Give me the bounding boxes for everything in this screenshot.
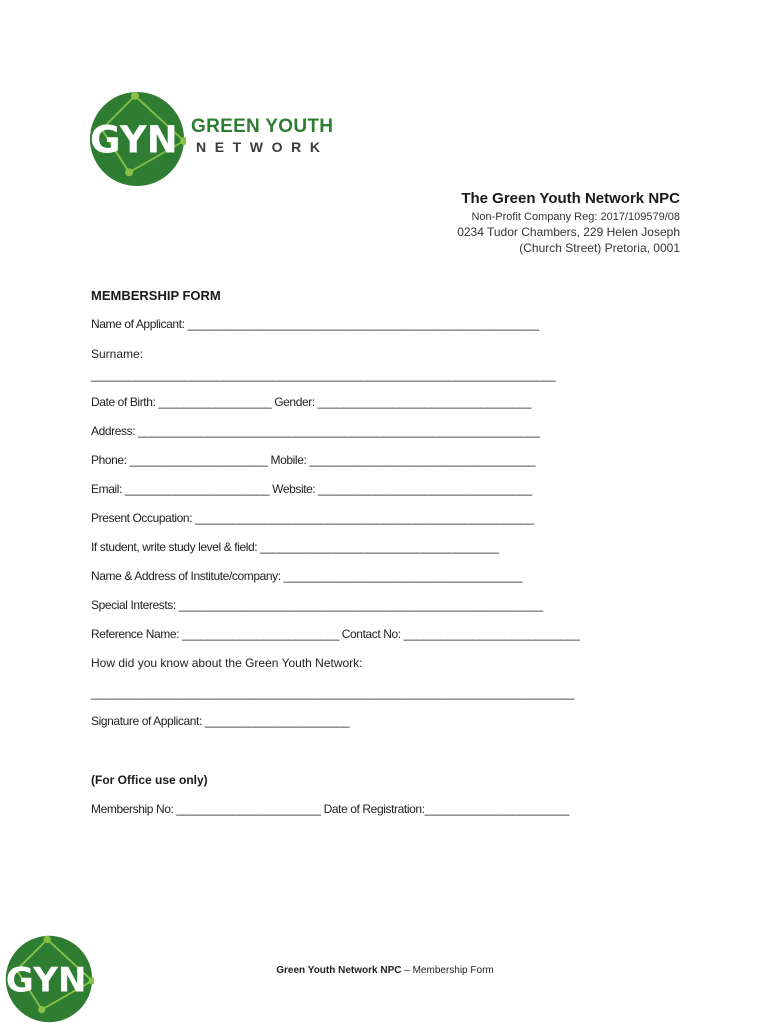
field-how-did-you-know-line[interactable]: _____________________________________________________________________________ — [91, 686, 575, 700]
brand-name-line2: NETWORK — [196, 139, 329, 155]
gyn-logo-icon — [88, 90, 186, 188]
field-address[interactable]: Address: ________________________________________________________________ — [91, 424, 540, 438]
org-address-line2: (Church Street) Pretoria, 0001 — [519, 241, 680, 255]
footer-logo-letters: GYN — [5, 960, 87, 1001]
field-reference-contact[interactable]: Reference Name: _________________________ Contact No: ____________________________ — [91, 627, 580, 641]
field-surname-line[interactable]: __________________________________________________________________________ — [91, 368, 556, 382]
field-email-website[interactable]: Email: _______________________ Website: __________________________________ — [91, 482, 532, 496]
form-title: MEMBERSHIP FORM — [91, 288, 221, 303]
field-signature[interactable]: Signature of Applicant: _______________________ — [91, 714, 350, 728]
footer-org-name: Green Youth Network NPC — [276, 965, 402, 976]
logo-letters: GYN — [89, 117, 178, 162]
field-dob-gender[interactable]: Date of Birth: __________________ Gender: __________________________________ — [91, 395, 532, 409]
organisation-info — [457, 190, 680, 256]
org-address-line1: 0234 Tudor Chambers, 229 Helen Joseph — [457, 225, 680, 239]
org-registration: Non-Profit Company Reg: 2017/109579/08 — [471, 211, 680, 223]
field-institute[interactable]: Name & Address of Institute/company: ______________________________________ — [91, 569, 523, 583]
brand-name-line1: GREEN YOUTH — [191, 116, 334, 137]
field-membership-registration[interactable]: Membership No: _______________________ Date of Registration:_______________________ — [91, 802, 569, 816]
footer-form-name: – Membership Form — [401, 965, 494, 976]
field-phone-mobile[interactable]: Phone: ______________________ Mobile: ____________________________________ — [91, 453, 536, 467]
gyn-footer-logo-icon — [4, 934, 94, 1024]
field-present-occupation[interactable]: Present Occupation: ______________________________________________________ — [91, 511, 534, 525]
field-special-interests[interactable]: Special Interests: __________________________________________________________ — [91, 598, 543, 612]
page-footer — [0, 965, 770, 976]
field-study-level[interactable]: If student, write study level & field: ______________________________________ — [91, 540, 499, 554]
office-use-title: (For Office use only) — [91, 773, 208, 787]
field-name-of-applicant[interactable]: Name of Applicant: ________________________________________________________ — [91, 317, 539, 331]
field-surname-label: Surname: — [91, 347, 144, 361]
org-name: The Green Youth Network NPC — [461, 190, 680, 207]
field-how-did-you-know-label: How did you know about the Green Youth Network: — [91, 656, 363, 670]
logo-header — [88, 90, 358, 190]
